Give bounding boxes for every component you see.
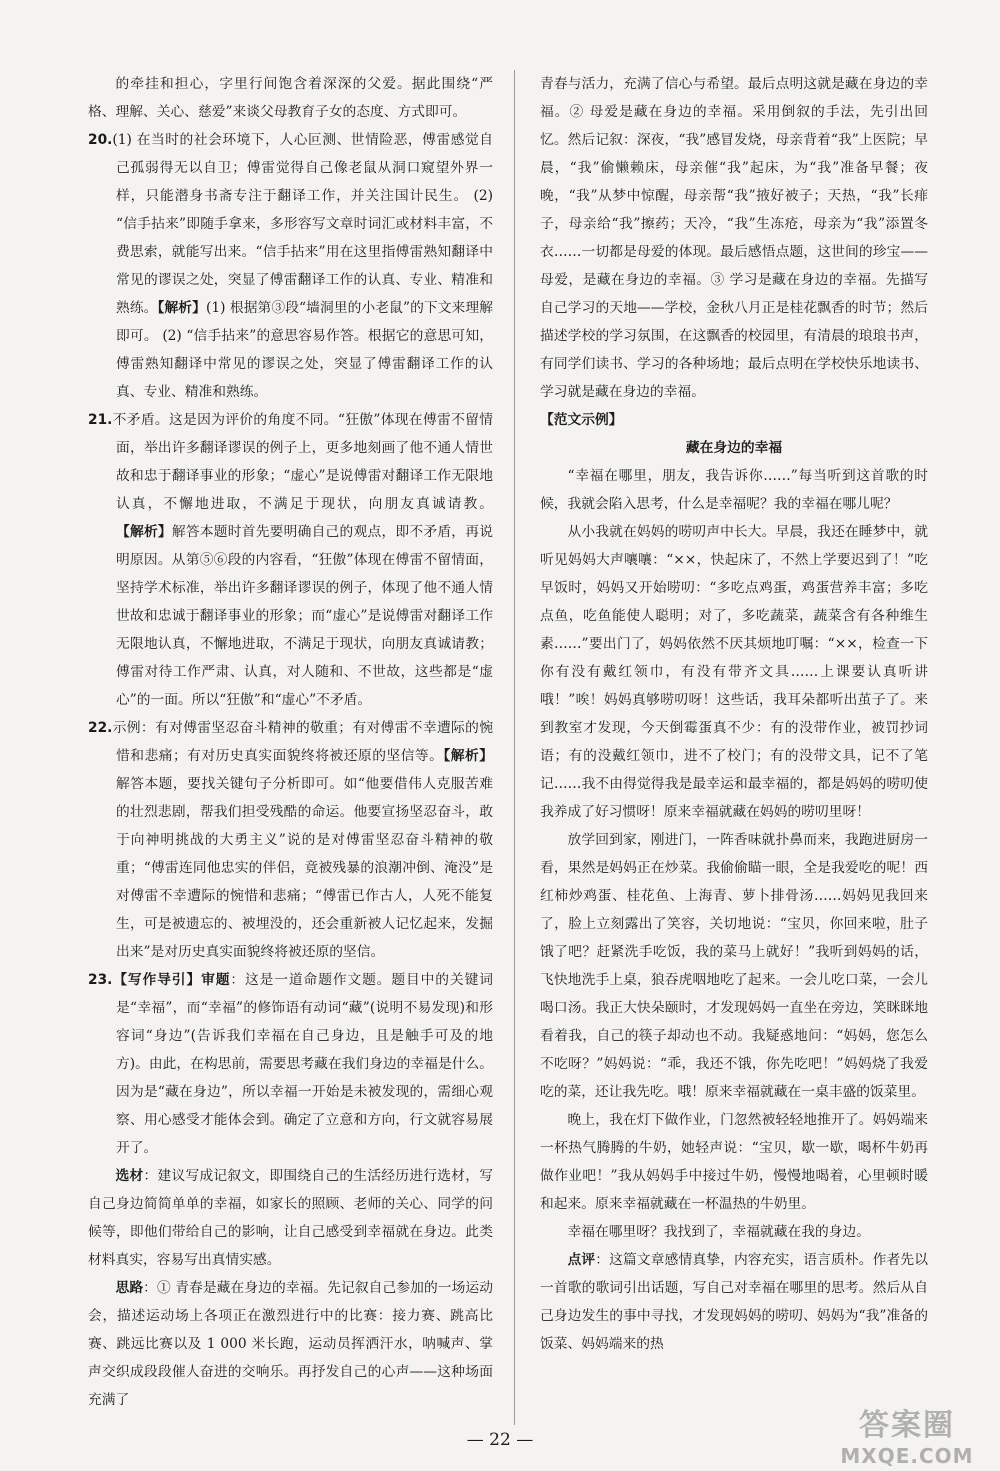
essay-paragraph-5: 幸福在哪里呀？我找到了，幸福就藏在我的身边。 [567, 1224, 871, 1240]
left-column [88, 70, 493, 1414]
essay-paragraph-1: “幸福在哪里，朋友，我告诉你……”每当听到这首歌的时候，我就会陷入思考，什么是幸福呢？我的幸福在哪儿呢？ [540, 468, 928, 512]
question-21 [88, 406, 493, 714]
analysis-text: 解答本题，要找关键句子分析即可。如“他要借伟人克服苦难的壮烈悲剧，帮我们担受残酷的命运。他要宣扬坚忍奋斗，敢于向神明挑战的大勇主义”说的是对傅雷坚忍奋斗精神的敬重；“傅雷连同他忠实的伴侣，竟被残暴的浪潮冲倒、淹没”是对傅雷不幸遭际的惋惜和悲痛；“傅雷已作古人，人死不能复生，可是被遗忘的、被埋没的，还会重新被人记忆起来，发掘出来”是对历史真实面貌终将被还原的坚信。 [116, 776, 493, 960]
analysis-tag: 【解析】 [157, 300, 206, 316]
essay-paragraph-2: 从小我就在妈妈的唠叨声中长大。早晨，我还在睡梦中，就听见妈妈大声嚷嚷：“××，快起床了，不然上学要迟到了！”吃早饭时，妈妈又开始唠叨：“多吃点鸡蛋，鸡蛋营养丰富；多吃点鱼，吃鱼能使人聪明；对了，多吃蔬菜，蔬菜含有各种维生素……”要出门了，妈妈依然不厌其烦地叮嘱：“××，检查一下你有没有戴红领巾，有没有带齐文具……上课要认真听讲哦！”唉！妈妈真够唠叨呀！这些话，我耳朵都听出茧子了。来到教室才发现，今天倒霉蛋真不少：有的没带作业，被罚抄词语；有的没戴红领巾，进不了校门；有的没带文具，记不了笔记……我不由得觉得我是最幸运和最幸福的，都是妈妈的唠叨使我养成了好习惯呀！原来幸福就藏在妈妈的唠叨里呀！ [540, 524, 928, 820]
shenti-text: ：这是一道命题作文题。题目中的关键词是“幸福”，而“幸福”的修饰语有动词“藏”(说明不易发现)和形容词“身边”(告诉我们幸福在自己身边，且是触手可及的地方)。由此，在构思前，需要思考藏在我们身边的幸福是什么。因为是“藏在身边”，所以幸福一开始是未被发现的，需细心观察、用心感受才能体会到。确定了立意和方向，行文就容易展开了。 [116, 972, 493, 1156]
sample-essay-tag: 【范文示例】 [540, 412, 623, 428]
answer-text: 示例：有对傅雷坚忍奋斗精神的敬重；有对傅雷不幸遭际的惋惜和悲痛；有对历史真实面貌终将被还原的坚信等。 [112, 720, 493, 764]
xuancai-paragraph [88, 1162, 493, 1274]
essay-paragraph-4: 晚上，我在灯下做作业，门忽然被轻轻地推开了。妈妈端来一杯热气腾腾的牛奶，她轻声说：“宝贝，歇一歇，喝杯牛奶再做作业吧！”我从妈妈手中接过牛奶，慢慢地喝着，心里顿时暖和起来。原来幸福就藏在一杯温热的牛奶里。 [540, 1112, 928, 1212]
analysis-tag: 【解析】 [443, 748, 493, 764]
watermark-url: MXQE.COM [840, 1444, 974, 1468]
column-divider [514, 70, 515, 1425]
comment-label: 点评 [567, 1252, 596, 1268]
silu-label: 思路 [115, 1280, 144, 1296]
analysis-tag: 【解析】 [116, 524, 172, 540]
essay-title: 藏在身边的幸福 [685, 440, 783, 456]
silu-paragraph [88, 1274, 493, 1414]
answer-text: 不矛盾。这是因为评价的角度不同。“狂傲”体现在傅雷不留情面，举出许多翻译谬误的例子上，更多地刻画了他不通人情世故和忠于翻译事业的形象；“虚心”是说傅雷对翻译工作无限地认真，不懈地进取，不满足于现状，向朋友真诚请教。 [112, 412, 493, 512]
paragraph-continuation: 的牵挂和担心，字里行间饱含着深深的父爱。据此围绕“严格、理解、关心、慈爱”来谈父母教育子女的态度、方式即可。 [88, 76, 493, 120]
essay-paragraph-3: 放学回到家，刚进门，一阵香味就扑鼻而来，我跑进厨房一看，果然是妈妈正在炒菜。我偷偷瞄一眼，全是我爱吃的呢！西红柿炒鸡蛋、桂花鱼、上海青、萝卜排骨汤……妈妈见我回来了，脸上立刻露出了笑容，关切地说：“宝贝，你回来啦，肚子饿了吧？赶紧洗手吃饭，我的菜马上就好！”我听到妈妈的话，飞快地洗手上桌，狼吞虎咽地吃了起来。一会儿吃口菜，一会儿喝口汤。我正大快朵颐时，才发现妈妈一直坐在旁边，笑眯眯地看着我，自己的筷子却动也不动。我疑惑地问：“妈妈，您怎么不吃呀？”妈妈说：“乖，我还不饿，你先吃吧！”妈妈烧了我爱吃的菜，还让我先吃。哦！原来幸福就藏在一桌丰盛的饭菜里。 [540, 832, 928, 1100]
writing-guide-tag: 【写作导引】 [112, 972, 202, 988]
question-22 [88, 714, 493, 966]
xuancai-label: 选材 [115, 1168, 144, 1184]
xuancai-text: ：建议写成记叙文，即围绕自己的生活经历进行选材，写自己身边简简单单的幸福，如家长的照顾、老师的关心、同学的问候等，即他们带给自己的影响，让自己感受到幸福就在身边。此类材料真实，容易写出真情实感。 [88, 1168, 493, 1268]
question-number: 20. [88, 132, 113, 148]
silu-continuation: 青春与活力，充满了信心与希望。最后点明这就是藏在身边的幸福。② 母爱是藏在身边的幸福。采用倒叙的手法，先引出回忆。然后记叙：深夜，“我”感冒发烧，母亲背着“我”上医院；早晨，“我”偷懒赖床，母亲催“我”起床，为“我”准备早餐；夜晚，“我”从梦中惊醒，母亲帮“我”掖好被子；天热，“我”长痱子，母亲给“我”擦药；天冷，“我”生冻疮，母亲为“我”添置冬衣……一切都是母爱的体现。最后感悟点题，这世间的珍宝——母爱，是藏在身边的幸福。③ 学习是藏在身边的幸福。先描写自己学习的天地——学校，金秋八月正是桂花飘香的时节；然后描述学校的学习氛围，在这飘香的校园里，有清晨的琅琅书声，有同学们读书、学习的各种场地；最后点明在学校快乐地读书、学习就是藏在身边的幸福。 [540, 76, 928, 400]
question-number: 23. [88, 972, 113, 988]
comment-paragraph [540, 1246, 928, 1358]
silu-text: ：① 青春是藏在身边的幸福。先记叙自己参加的一场运动会，描述运动场上各项正在激烈进行中的比赛：接力赛、跳高比赛、跳远比赛以及 1 000 米长跑，运动员挥洒汗水，呐喊声、掌声交织成段段催人奋进的交响乐。再抒发自己的心声——这种场面充满了 [88, 1280, 493, 1408]
page-number: — 22 — [466, 1430, 534, 1450]
answer-text: (1) 在当时的社会环境下，人心叵测、世情险恶，傅雷感觉自己孤弱得无以自卫；傅雷觉得自己像老鼠从洞口窥望外界一样，只能潜身书斋专注于翻译工作，并关注国计民生。 (2) “信手拈来”即随手拿来，多形容写文章时词汇或材料丰富，不费思索，就能写出来。“信手拈来”用在这里指傅雷熟知翻译中常见的谬误之处，突显了傅雷翻译工作的认真、专业、精准和熟练。 [112, 132, 493, 316]
watermark-logo: 答案圈 [859, 1408, 955, 1443]
analysis-text: (1) 根据第③段“墙洞里的小老鼠”的下文来理解即可。 (2) “信手拈来”的意思容易作答。根据它的意思可知，傅雷熟知翻译中常见的谬误之处，突显了傅雷翻译工作的认真、专业、精准和熟练。 [116, 300, 493, 400]
analysis-text: 解答本题时首先要明确自己的观点，即不矛盾，再说明原因。从第⑤⑥段的内容看，“狂傲”体现在傅雷不留情面，坚持学术标准，举出许多翻译谬误的例子，体现了他不通人情世故和忠诚于翻译事业的形象；而“虚心”是说傅雷对翻译工作无限地认真，不懈地进取，不满足于现状，向朋友真诚请教；傅雷对待工作严肃、认真，对人随和、不世故，这些都是“虚心”的一面。所以“狂傲”和“虚心”不矛盾。 [116, 524, 493, 708]
question-20 [88, 126, 493, 406]
site-watermark [822, 1400, 992, 1468]
question-number: 22. [88, 720, 113, 736]
right-column [540, 70, 928, 1358]
comment-text: ：这篇文章感情真挚，内容充实，语言质朴。作者先以一首歌的歌词引出话题，写自己对幸福在哪里的思考。然后从自己身边发生的事中寻找，才发现妈妈的唠叨、妈妈为“我”准备的饭菜、妈妈端来的热 [540, 1252, 928, 1352]
question-number: 21. [88, 412, 113, 428]
shenti-label: 审题 [201, 972, 231, 988]
question-23 [88, 966, 493, 1162]
